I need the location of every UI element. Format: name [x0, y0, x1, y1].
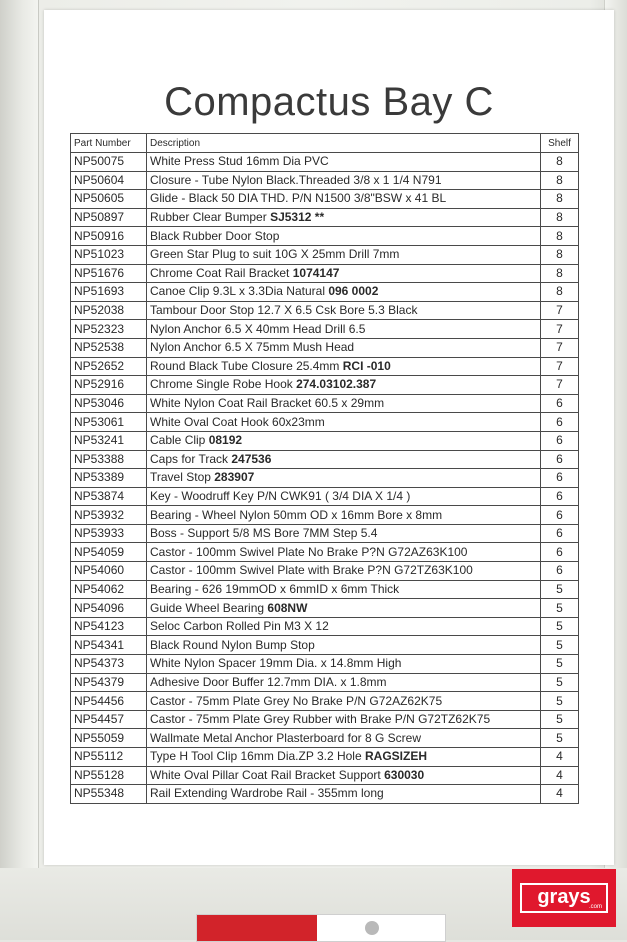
description-code: 630030	[384, 767, 425, 782]
shelf-cell: 6	[541, 469, 579, 488]
description-code: 608NW	[267, 600, 308, 615]
part-number-cell: NP53874	[71, 487, 147, 506]
description-text: Glide - Black 50 DIA THD. P/N N1500 3/8"BSW x 41 BL	[150, 191, 447, 206]
description-cell	[147, 599, 541, 618]
part-number-cell: NP55128	[71, 766, 147, 785]
description-text: Tambour Door Stop 12.7 X 6.5 Csk Bore 5.3 Black	[150, 303, 418, 318]
table-row	[71, 543, 579, 562]
description-text: Adhesive Door Buffer 12.7mm DIA. x 1.8mm	[150, 674, 387, 689]
part-number-cell: NP54457	[71, 710, 147, 729]
description-text: Canoe Clip 9.3L x 3.3Dia Natural	[150, 284, 329, 299]
description-cell	[147, 636, 541, 655]
table-row	[71, 748, 579, 767]
grays-logo	[512, 869, 616, 927]
shelf-cell: 6	[541, 413, 579, 432]
logo-suffix: .com	[588, 904, 602, 910]
table-row	[71, 450, 579, 469]
description-text: Green Star Plug to suit 10G X 25mm Drill 7mm	[150, 247, 400, 262]
shelf-cell: 5	[541, 636, 579, 655]
description-code: 283907	[214, 470, 255, 485]
description-cell	[147, 376, 541, 395]
shelf-cell: 6	[541, 506, 579, 525]
part-number-cell: NP52916	[71, 376, 147, 395]
table-row	[71, 766, 579, 785]
description-cell	[147, 524, 541, 543]
label-cap	[365, 921, 379, 935]
part-number-cell: NP54123	[71, 617, 147, 636]
description-text: White Oval Pillar Coat Rail Bracket Support	[150, 767, 385, 782]
shelf-cell: 7	[541, 301, 579, 320]
part-number-cell: NP51676	[71, 264, 147, 283]
table-row	[71, 376, 579, 395]
description-cell	[147, 320, 541, 339]
shelf-cell: 4	[541, 748, 579, 767]
description-cell	[147, 171, 541, 190]
description-cell	[147, 357, 541, 376]
table-row	[71, 171, 579, 190]
description-text: White Nylon Spacer 19mm Dia. x 14.8mm High	[150, 656, 402, 671]
description-text: Bearing - Wheel Nylon 50mm OD x 16mm Bore x 8mm	[150, 507, 443, 522]
description-cell	[147, 506, 541, 525]
description-cell	[147, 208, 541, 227]
description-cell	[147, 562, 541, 581]
table-row	[71, 617, 579, 636]
part-number-cell: NP53933	[71, 524, 147, 543]
shelf-cell: 8	[541, 190, 579, 209]
shelf-cell: 7	[541, 338, 579, 357]
description-cell	[147, 450, 541, 469]
part-number-cell: NP51023	[71, 245, 147, 264]
part-number-cell: NP53046	[71, 394, 147, 413]
description-text: Guide Wheel Bearing	[150, 600, 268, 615]
description-cell	[147, 431, 541, 450]
shelf-cell: 5	[541, 729, 579, 748]
description-cell	[147, 413, 541, 432]
table-row	[71, 394, 579, 413]
shelf-cell: 6	[541, 487, 579, 506]
description-text: White Oval Coat Hook 60x23mm	[150, 414, 325, 429]
description-cell	[147, 655, 541, 674]
part-number-cell: NP52323	[71, 320, 147, 339]
table-row	[71, 636, 579, 655]
table-row	[71, 729, 579, 748]
part-number-cell: NP54096	[71, 599, 147, 618]
description-cell	[147, 264, 541, 283]
description-cell	[147, 469, 541, 488]
shelf-cell: 5	[541, 617, 579, 636]
table-row	[71, 320, 579, 339]
part-number-cell: NP53061	[71, 413, 147, 432]
description-code: SJ5312 **	[270, 210, 325, 225]
paper-sheet	[44, 10, 614, 865]
part-number-cell: NP52538	[71, 338, 147, 357]
description-text: Castor - 75mm Plate Grey Rubber with Brake P/N G72TZ62K75	[150, 712, 491, 727]
shelf-cell: 5	[541, 599, 579, 618]
parts-table	[70, 133, 579, 804]
part-number-cell: NP54373	[71, 655, 147, 674]
table-row	[71, 283, 579, 302]
shelf-cell: 8	[541, 245, 579, 264]
description-text: Boss - Support 5/8 MS Bore 7MM Step 5.4	[150, 526, 378, 541]
table-row	[71, 710, 579, 729]
shelf-cell: 6	[541, 431, 579, 450]
header-part-number: Part Number	[71, 134, 147, 153]
part-number-cell: NP50916	[71, 227, 147, 246]
part-number-cell: NP55348	[71, 785, 147, 804]
description-text: Caps for Track	[150, 451, 232, 466]
description-cell	[147, 729, 541, 748]
part-number-cell: NP53389	[71, 469, 147, 488]
description-text: Round Black Tube Closure 25.4mm	[150, 358, 343, 373]
description-cell	[147, 245, 541, 264]
description-text: Rail Extending Wardrobe Rail - 355mm long	[150, 786, 384, 801]
description-cell	[147, 283, 541, 302]
shelf-cell: 5	[541, 692, 579, 711]
description-text: Rubber Clear Bumper	[150, 210, 271, 225]
description-text: White Nylon Coat Rail Bracket 60.5 x 29mm	[150, 396, 385, 411]
description-text: Castor - 100mm Swivel Plate No Brake P?N G72AZ63K100	[150, 544, 468, 559]
description-cell	[147, 673, 541, 692]
part-number-cell: NP50604	[71, 171, 147, 190]
description-cell	[147, 301, 541, 320]
part-number-cell: NP52652	[71, 357, 147, 376]
description-code: 1074147	[292, 265, 340, 280]
description-cell	[147, 394, 541, 413]
table-row	[71, 506, 579, 525]
description-text: Closure - Tube Nylon Black.Threaded 3/8 x 1 1/4 N791	[150, 172, 442, 187]
shelf-cell: 4	[541, 785, 579, 804]
part-number-cell: NP53241	[71, 431, 147, 450]
part-number-cell: NP54379	[71, 673, 147, 692]
description-code: 096 0002	[328, 284, 379, 299]
header-shelf: Shelf	[541, 134, 579, 153]
table-row	[71, 469, 579, 488]
table-row	[71, 338, 579, 357]
table-row	[71, 487, 579, 506]
part-number-cell: NP53388	[71, 450, 147, 469]
shelf-cell: 6	[541, 450, 579, 469]
shelf-cell: 8	[541, 283, 579, 302]
description-text: Seloc Carbon Rolled Pin M3 X 12	[150, 619, 329, 634]
table-row	[71, 245, 579, 264]
table-row	[71, 580, 579, 599]
description-cell	[147, 748, 541, 767]
shelf-cell: 4	[541, 766, 579, 785]
description-cell	[147, 710, 541, 729]
description-text: Wallmate Metal Anchor Plasterboard for 8 G Screw	[150, 730, 421, 745]
description-text: Cable Clip	[150, 433, 209, 448]
description-text: Nylon Anchor 6.5 X 75mm Mush Head	[150, 340, 355, 355]
table-row	[71, 673, 579, 692]
table-row	[71, 599, 579, 618]
part-number-cell: NP50897	[71, 208, 147, 227]
part-number-cell: NP51693	[71, 283, 147, 302]
description-cell	[147, 580, 541, 599]
description-text: Chrome Single Robe Hook	[150, 377, 297, 392]
table-row	[71, 301, 579, 320]
part-number-cell: NP54341	[71, 636, 147, 655]
shelf-cell: 7	[541, 357, 579, 376]
label-red-band	[197, 915, 317, 941]
description-cell	[147, 692, 541, 711]
description-text: Bearing - 626 19mmOD x 6mmID x 6mm Thick	[150, 581, 400, 596]
table-row	[71, 208, 579, 227]
table-row	[71, 524, 579, 543]
part-number-cell: NP54062	[71, 580, 147, 599]
description-text: Chrome Coat Rail Bracket	[150, 265, 293, 280]
description-cell	[147, 543, 541, 562]
shelf-cell: 7	[541, 376, 579, 395]
table-row	[71, 655, 579, 674]
part-number-cell: NP54456	[71, 692, 147, 711]
description-code: RAGSIZEH	[364, 749, 427, 764]
shelf-cell: 5	[541, 710, 579, 729]
part-number-cell: NP50605	[71, 190, 147, 209]
shelf-cell: 5	[541, 580, 579, 599]
description-cell	[147, 153, 541, 172]
description-text: Castor - 100mm Swivel Plate with Brake P?N G72TZ63K100	[150, 563, 473, 578]
shelf-cell: 8	[541, 227, 579, 246]
shelf-cell: 6	[541, 543, 579, 562]
description-code: RCI -010	[342, 358, 391, 373]
description-text: Type H Tool Clip 16mm Dia.ZP 3.2 Hole	[150, 749, 365, 764]
part-number-cell: NP52038	[71, 301, 147, 320]
description-code: 247536	[231, 451, 272, 466]
description-text: Castor - 75mm Plate Grey No Brake P/N G72AZ62K75	[150, 693, 443, 708]
description-cell	[147, 338, 541, 357]
shelf-cell: 5	[541, 673, 579, 692]
description-code: 08192	[208, 433, 243, 448]
description-cell	[147, 190, 541, 209]
table-row	[71, 227, 579, 246]
part-number-cell: NP55059	[71, 729, 147, 748]
part-number-cell: NP54060	[71, 562, 147, 581]
table-row	[71, 413, 579, 432]
part-number-cell: NP53932	[71, 506, 147, 525]
shelf-cell: 8	[541, 264, 579, 283]
table-header-row	[71, 134, 579, 153]
part-number-cell: NP50075	[71, 153, 147, 172]
shelf-cell: 6	[541, 394, 579, 413]
table-row	[71, 562, 579, 581]
table-row	[71, 692, 579, 711]
frame-left-edge	[0, 0, 39, 900]
shelf-cell: 5	[541, 655, 579, 674]
table-row	[71, 357, 579, 376]
bottom-label-sticker	[196, 914, 446, 942]
description-cell	[147, 487, 541, 506]
table-row	[71, 153, 579, 172]
table-row	[71, 190, 579, 209]
description-cell	[147, 785, 541, 804]
description-text: Nylon Anchor 6.5 X 40mm Head Drill 6.5	[150, 321, 366, 336]
description-text: Black Rubber Door Stop	[150, 228, 280, 243]
table-row	[71, 431, 579, 450]
description-text: Key - Woodruff Key P/N CWK91 ( 3/4 DIA X 1/4 )	[150, 488, 411, 503]
shelf-cell: 8	[541, 153, 579, 172]
header-description: Description	[147, 134, 541, 153]
logo-text: grays	[537, 886, 591, 908]
description-code: 274.03102.387	[296, 377, 377, 392]
table-row	[71, 785, 579, 804]
shelf-cell: 6	[541, 562, 579, 581]
logo-frame	[520, 883, 608, 913]
shelf-cell: 6	[541, 524, 579, 543]
page-title: Compactus Bay C	[164, 80, 494, 124]
shelf-cell: 8	[541, 171, 579, 190]
shelf-cell: 8	[541, 208, 579, 227]
part-number-cell: NP55112	[71, 748, 147, 767]
shelf-cell: 7	[541, 320, 579, 339]
description-text: White Press Stud 16mm Dia PVC	[150, 154, 329, 169]
part-number-cell: NP54059	[71, 543, 147, 562]
description-cell	[147, 766, 541, 785]
description-cell	[147, 227, 541, 246]
table-row	[71, 264, 579, 283]
description-text: Travel Stop	[150, 470, 215, 485]
description-cell	[147, 617, 541, 636]
description-text: Black Round Nylon Bump Stop	[150, 637, 315, 652]
